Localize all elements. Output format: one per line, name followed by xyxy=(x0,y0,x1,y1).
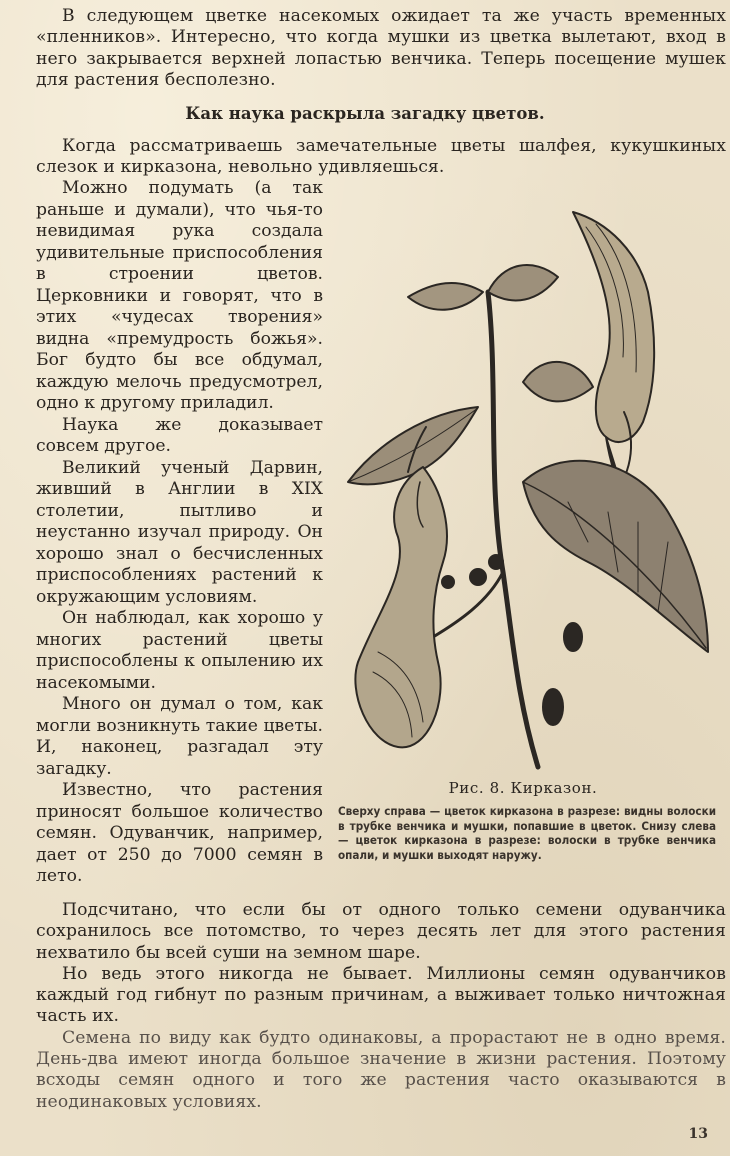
left-column-text xyxy=(36,178,323,888)
figure-title: Рис. 8. Кирказон. xyxy=(448,779,598,797)
paragraph: Он наблюдал, как хорошо у многих растений цветы приспособлены к опылению их насекомыми. xyxy=(36,608,323,693)
opening-paragraph: Когда рассматриваешь замечательные цветы шалфея, кукушкиных слезок и кирказона, невольно удивляешься. xyxy=(36,136,726,178)
intro-paragraph: В следующем цветке насекомых ожидает та же участь временных «пленников». Интересно, что когда мушки из цветка вылетают, вход в него закрывается верхней лопастью венчика. Теперь посещение мушек для растения бесполезно. xyxy=(36,6,726,90)
paragraph: Можно подумать (а так раньше и думали), что чья-то невидимая рука создала удивительные приспособления в строении цветов. Церковники и говорят, что в этих «чудесах творения» видна «премудрость божья». Бог будто бы все обдумал, каждую мелочь предусмотрел, одно к другому приладил. xyxy=(36,178,323,413)
birthwort-illustration xyxy=(338,182,716,772)
paragraph: Наука же доказывает совсем другое. xyxy=(36,414,323,456)
bottom-text xyxy=(36,900,726,1113)
paragraph: Известно, что растения приносят большое количество семян. Одуванчик, например, дает от 250 до 7000 семян в лето. xyxy=(36,780,323,886)
paragraph: Семена по виду как будто одинаковы, а прорастают не в одно время. День-два имеют иногда большое значение в жизни растения. Поэтому всходы семян одного и того же растения часто оказываются в неодинаковых условиях. xyxy=(36,1027,726,1112)
figure-caption: Сверху справа — цветок кирказона в разрезе: видны волоски в трубке венчика и мушки, попавшие в цветок. Снизу слева — цветок кирказона в разрезе: волоски в трубке венчика опали, и мушки выходят наружу. xyxy=(338,804,716,862)
paragraph: Много он думал о том, как могли возникнуть такие цветы. И, наконец, разгадал эту загадку. xyxy=(36,694,323,779)
paragraph: Подсчитано, что если бы от одного только семени одуванчика сохранилось все потомство, то через десять лет для этого растения нехватило бы всей суши на земном шаре. xyxy=(36,900,726,963)
paragraph: Но ведь этого никогда не бывает. Миллионы семян одуванчиков каждый год гибнут по разным причинам, а выживает только ничтожная часть их. xyxy=(36,963,726,1027)
section-heading: Как наука раскрыла загадку цветов. xyxy=(185,104,545,123)
page-number: 13 xyxy=(688,1126,708,1142)
paragraph: Великий ученый Дарвин, живший в Англии в XIX столетии, пытливо и неустанно изучал природу. Он хорошо знал о бесчисленных приспособлениях растений к окружающим условиям. xyxy=(36,457,323,607)
